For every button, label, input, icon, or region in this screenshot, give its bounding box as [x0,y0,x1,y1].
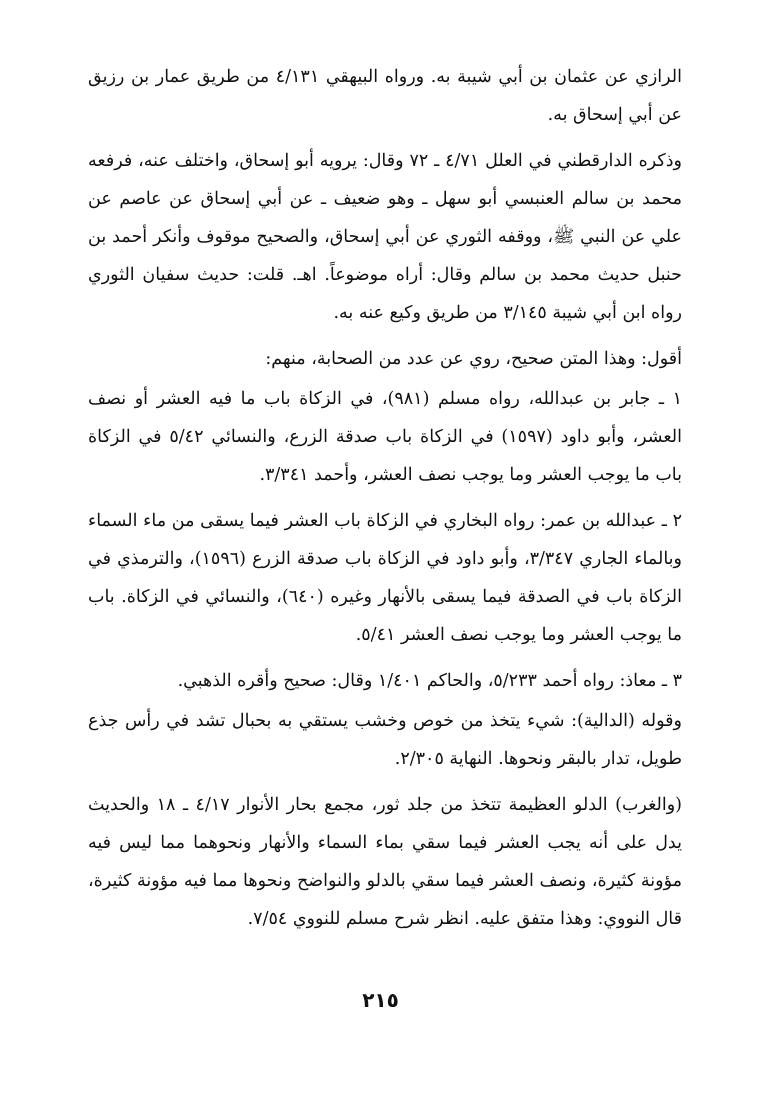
paragraph-daraqutni-ilal: وذكره الدارقطني في العلل ٤/٧١ ـ ٧٢ وقال: يرويه أبو إسحاق، واختلف عنه، فرفعه محمد بن سالم العنبسي أبو سهل ـ وهو ضعيف ـ عن أبي إسحاق عن عاصم عن علي عن النبي ﷺ، ووقفه الثوري عن أبي إسحاق، والصحيح موقوف وأنكر أحمد بن حنبل حديث محمد بن سالم وقال: أراه موضوعاً. اهـ. قلت: حديث سفيان الثوري رواه ابن أبي شيبة ٣/١٤٥ من طريق وكيع عنه به. [88,151,682,323]
paragraph-intro-companions: أقول: وهذا المتن صحيح، روي عن عدد من الصحابة، منهم: [265,349,682,369]
paragraph-gharb-definition: (والغرب) الدلو العظيمة تتخذ من جلد ثور، مجمع بحار الأنوار ٤/١٧ ـ ١٨ والحديث يدل على أنه يجب العشر فيما سقي بماء السماء والأنهار ونحوهما مما ليس فيه مؤونة كثيرة، ونصف العشر فيما سقي بالدلو والنواضح ونحوها مما فيه مؤونة كثيرة، قال النووي: وهذا متفق عليه. انظر شرح مسلم للنووي ٧/٥٤. [88,795,682,929]
paragraph-ibn-umar: ٢ ـ عبدالله بن عمر: رواه البخاري في الزكاة باب العشر فيما يسقى من ماء السماء وبالماء الجاري ٣/٣٤٧، وأبو داود في الزكاة باب صدقة الزرع (١٥٩٦)، والترمذي في الزكاة باب في الصدقة فيما يسقى بالأنهار وغيره (٦٤٠)، والنسائي في الزكاة. باب ما يوجب العشر وما يوجب نصف العشر ٥/٤١. [88,511,682,645]
page-body [88,58,682,946]
paragraph-daliya-definition: وقوله (الدالية): شيء يتخذ من خوص وخشب يستقي به بحبال تشد في رأس جذع طويل، تدار بالبقر ونحوها. النهاية ٢/٣٠٥. [88,711,682,769]
paragraph-muadh: ٣ ـ معاذ: رواه أحمد ٥/٢٣٣، والحاكم ١/٤٠١ وقال: صحيح وأقره الذهبي. [177,671,682,691]
page-number: ٢١٥ [362,988,399,1012]
paragraph-citation-bayhaqi: الرازي عن عثمان بن أبي شيبة به. ورواه البيهقي ٤/١٣١ من طريق عمار بن رزيق عن أبي إسحاق به. [88,67,682,125]
paragraph-jabir: ١ ـ جابر بن عبدالله، رواه مسلم (٩٨١)، في الزكاة باب ما فيه العشر أو نصف العشر، وأبو داود (١٥٩٧) في الزكاة باب صدقة الزرع، والنسائي ٥/٤٢ في الزكاة باب ما يوجب العشر وما يوجب نصف العشر، وأحمد ٣/٣٤١. [88,389,683,485]
